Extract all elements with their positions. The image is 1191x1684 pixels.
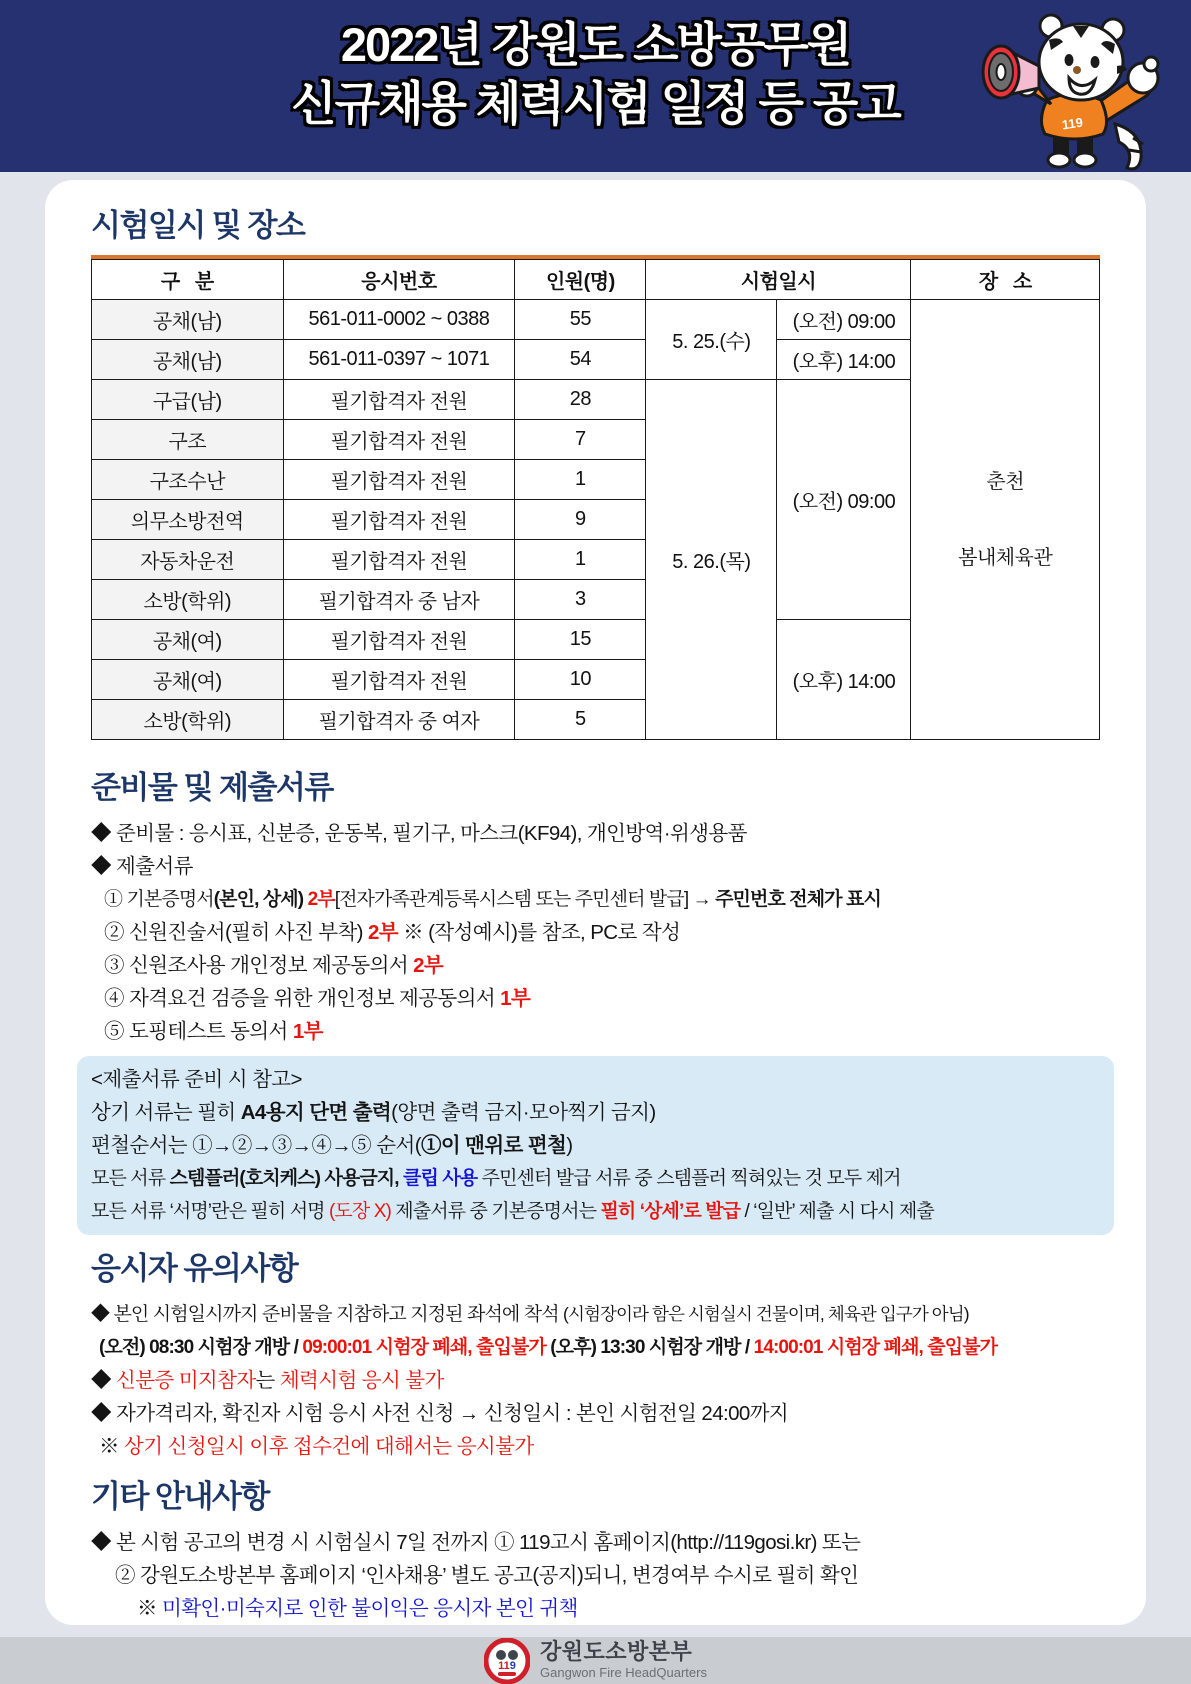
cell-count: 7	[515, 420, 646, 460]
cell-category: 구조	[92, 420, 284, 460]
cell-time-pm-526: (오후) 14:00	[777, 620, 911, 740]
tiger-mascot-icon	[965, 4, 1165, 172]
cell-place	[911, 300, 1100, 740]
doc-item-4: ④ 자격요건 검증을 위한 개인정보 제공동의서 1부	[104, 987, 531, 1010]
place-line2: 봄내체육관	[958, 546, 1053, 569]
cell-number: 필기합격자 중 여자	[283, 700, 515, 740]
doc-item-2: ② 신원진술서(필히 사진 부착) 2부 ※ (작성예시)를 참조, PC로 작성	[104, 921, 681, 944]
section-heading-other: 기타 안내사항	[91, 1479, 269, 1514]
page-title-line1: 2022년 강원도 소방공무원	[340, 18, 851, 71]
cell-number: 561-011-0397 ~ 1071	[283, 340, 515, 380]
note-title: <제출서류 준비 시 참고>	[91, 1068, 302, 1091]
notice-open-close-times: (오전) 08:30 시험장 개방 / 09:00:01 시험장 폐쇄, 출입불가 (오후) 13:30 시험장 개방 / 14:00:01 시험장 폐쇄, 출입불가	[99, 1337, 998, 1358]
notice-quarantine: ◆ 자가격리자, 확진자 시험 응시 사전 신청 → 신청일시 : 본인 시험전일 24:00까지	[91, 1402, 789, 1425]
cell-category: 자동차운전	[92, 540, 284, 580]
note-line-stapler: 모든 서류 스템플러(호치케스) 사용금지, 클립 사용 주민센터 발급 서류 중 스템플러 찍혀있는 것 모두 제거	[91, 1168, 901, 1189]
notice-late-application: ※ 상기 신청일시 이후 접수건에 대해서는 응시불가	[99, 1435, 534, 1458]
cell-count: 5	[515, 700, 646, 740]
cell-number: 필기합격자 전원	[283, 420, 515, 460]
other-responsibility: ※ 미확인·미숙지로 인한 불이익은 응시자 본인 귀책	[137, 1597, 578, 1620]
cell-number: 필기합격자 전원	[283, 660, 515, 700]
col-header-datetime: 시험일시	[646, 260, 911, 300]
preparation-items-line: ◆ 준비물 : 응시표, 신분증, 운동복, 필기구, 마스크(KF94), 개인방역·위생용품	[91, 822, 747, 845]
cell-category: 의무소방전역	[92, 500, 284, 540]
cell-date-525: 5. 25.(수)	[646, 300, 777, 380]
cell-category: 구조수난	[92, 460, 284, 500]
cell-category: 소방(학위)	[92, 700, 284, 740]
cell-count: 15	[515, 620, 646, 660]
schedule-table	[91, 259, 1100, 740]
col-header-count: 인원(명)	[515, 260, 646, 300]
footer-org-names	[540, 1640, 707, 1680]
col-header-category: 구 분	[92, 260, 284, 300]
cell-time-pm-525: (오후) 14:00	[777, 340, 911, 380]
submission-note-box	[77, 1056, 1114, 1235]
cell-number: 필기합격자 전원	[283, 620, 515, 660]
notice-seating: ◆ 본인 시험일시까지 준비물을 지참하고 지정된 좌석에 착석 (시험장이라 함은 시험실시 건물이며, 체육관 입구가 아님)	[91, 1304, 969, 1325]
page-header	[0, 0, 1191, 172]
col-header-place: 장 소	[911, 260, 1100, 300]
svg-text:119: 119	[498, 1659, 516, 1672]
content-card	[45, 180, 1146, 1625]
place-line1: 춘천	[986, 470, 1025, 493]
doc-item-5: ⑤ 도핑테스트 동의서 1부	[104, 1020, 323, 1043]
page-footer	[0, 1637, 1191, 1684]
footer-org-name: 강원도소방본부	[540, 1639, 693, 1665]
section-heading-preparation: 준비물 및 제출서류	[91, 770, 333, 805]
cell-category: 구급(남)	[92, 380, 284, 420]
cell-number: 필기합격자 전원	[283, 540, 515, 580]
cell-number: 필기합격자 중 남자	[283, 580, 515, 620]
page-title-line2: 신규채용 체력시험 일정 등 공고	[291, 76, 900, 130]
doc-item-3: ③ 신원조사용 개인정보 제공동의서 2부	[104, 954, 444, 977]
cell-time-am-525: (오전) 09:00	[777, 300, 911, 340]
schedule-table-wrap	[91, 255, 1100, 740]
note-line-signature: 모든 서류 ‘서명’란은 필히 서명 (도장 X) 제출서류 중 기본증명서는 필히 ‘상세’로 발급 / ‘일반’ 제출 시 다시 제출	[91, 1201, 934, 1222]
section-heading-schedule: 시험일시 및 장소	[91, 208, 305, 243]
cell-number: 필기합격자 전원	[283, 460, 515, 500]
doc-item-1: ① 기본증명서(본인, 상세) 2부[전자가족관계등록시스템 또는 주민센터 발급] → 주민번호 전체가 표시	[104, 889, 881, 910]
cell-category: 공채(여)	[92, 620, 284, 660]
other-change-notice: ◆ 본 시험 공고의 변경 시 시험실시 7일 전까지 ① 119고시 홈페이지(http://119gosi.kr) 또는	[91, 1531, 861, 1554]
fire-hq-emblem-icon	[484, 1638, 530, 1684]
cell-category: 소방(학위)	[92, 580, 284, 620]
svg-text:119: 119	[1060, 114, 1084, 133]
cell-time-am-526: (오전) 09:00	[777, 380, 911, 620]
cell-category: 공채(여)	[92, 660, 284, 700]
note-line-print: 상기 서류는 필히 A4용지 단면 출력(양면 출력 금지·모아찍기 금지)	[91, 1101, 656, 1124]
section-heading-notice: 응시자 유의사항	[91, 1251, 298, 1286]
notice-id-required: ◆ 신분증 미지참자는 체력시험 응시 불가	[91, 1369, 444, 1392]
cell-count: 54	[515, 340, 646, 380]
cell-number: 필기합격자 전원	[283, 500, 515, 540]
cell-number: 필기합격자 전원	[283, 380, 515, 420]
cell-count: 1	[515, 460, 646, 500]
cell-count: 28	[515, 380, 646, 420]
table-row	[92, 300, 1100, 340]
other-homepage-notice: ② 강원도소방본부 홈페이지 ‘인사채용’ 별도 공고(공지)되니, 변경여부 수시로 필히 확인	[115, 1564, 859, 1587]
footer-org-name-en: Gangwon Fire HeadQuarters	[540, 1665, 707, 1681]
note-line-order: 편철순서는 ①→②→③→④→⑤ 순서(①이 맨위로 편철)	[91, 1134, 573, 1157]
cell-number: 561-011-0002 ~ 0388	[283, 300, 515, 340]
cell-category: 공채(남)	[92, 300, 284, 340]
cell-count: 1	[515, 540, 646, 580]
cell-count: 3	[515, 580, 646, 620]
cell-category: 공채(남)	[92, 340, 284, 380]
preparation-docs-label: ◆ 제출서류	[91, 855, 193, 878]
table-header-row	[92, 260, 1100, 300]
cell-count: 55	[515, 300, 646, 340]
cell-count: 10	[515, 660, 646, 700]
cell-date-526: 5. 26.(목)	[646, 380, 777, 740]
cell-count: 9	[515, 500, 646, 540]
col-header-number: 응시번호	[283, 260, 515, 300]
